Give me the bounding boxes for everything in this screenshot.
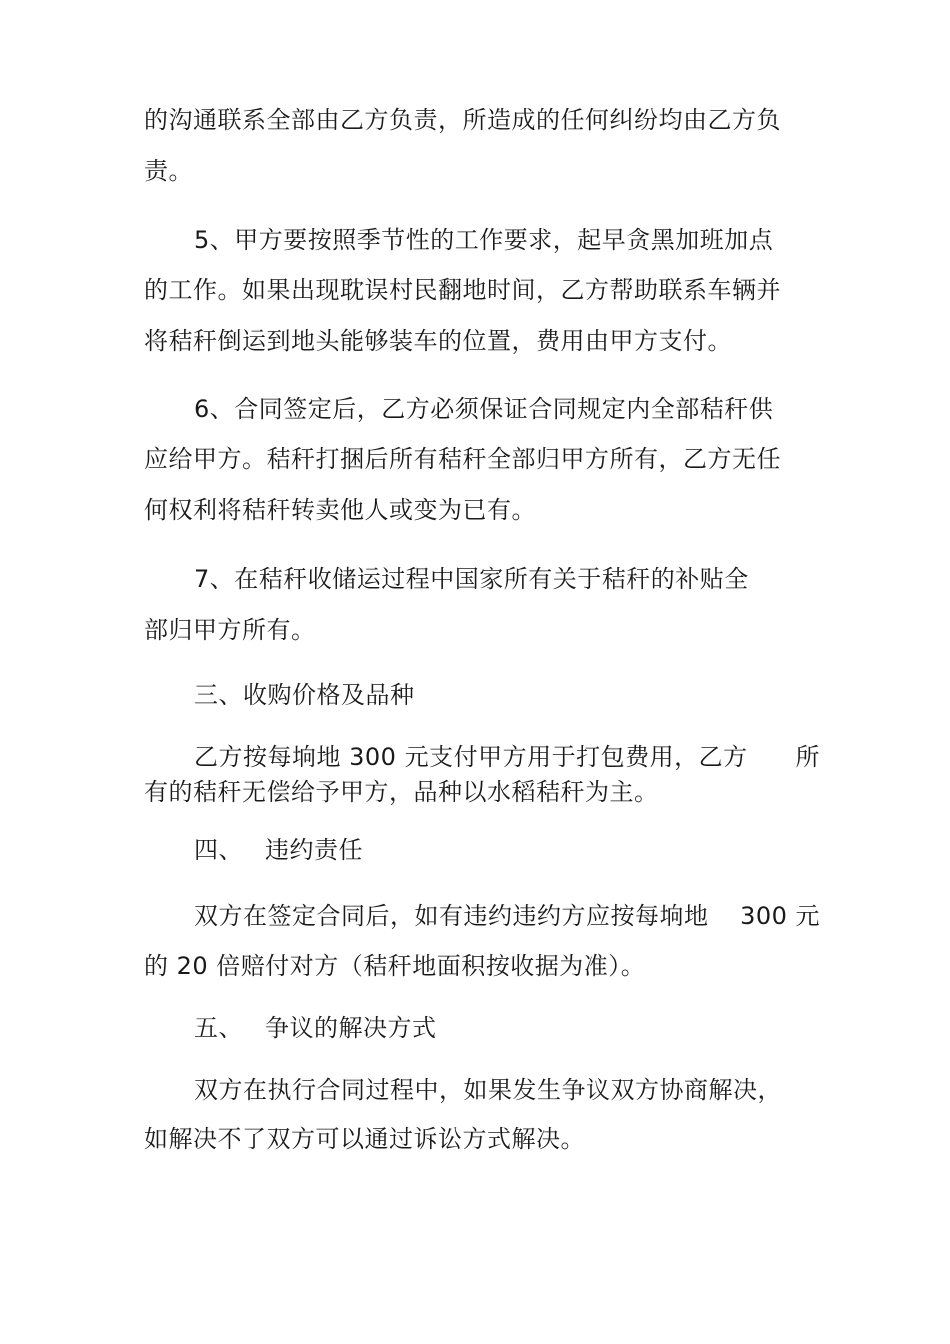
dispute-paragraph-line: 双方在执行合同过程中，如果发生争议双方协商解决， bbox=[194, 1076, 782, 1104]
breach-text-end: 300 元 bbox=[740, 902, 820, 930]
price-paragraph-line bbox=[194, 741, 820, 773]
clause-7-line: 7、在秸秆收储运过程中国家所有关于秸秆的补贴全 bbox=[194, 565, 749, 593]
clause-6-line: 6、合同签定后，乙方必须保证合同规定内全部秸秆供 bbox=[194, 395, 774, 423]
clause-5-line: 的工作。如果出现耽误村民翻地时间，乙方帮助联系车辆并 bbox=[144, 276, 781, 304]
clause-5-line: 将秸秆倒运到地头能够装车的位置，费用由甲方支付。 bbox=[144, 327, 732, 355]
clause-7-line: 部归甲方所有。 bbox=[144, 616, 316, 644]
breach-paragraph-line: 的 20 倍赔付对方（秸秆地面积按收据为准）。 bbox=[144, 952, 646, 980]
section-heading-5 bbox=[194, 1012, 437, 1044]
breach-paragraph-line bbox=[194, 900, 820, 932]
breach-text: 双方在签定合同后，如有违约违约方应按每垧地 bbox=[194, 902, 709, 930]
section-heading-4 bbox=[194, 834, 363, 866]
clause-5-line: 5、甲方要按照季节性的工作要求，起早贪黑加班加点 bbox=[194, 226, 774, 254]
price-paragraph-line: 有的秸秆无偿给予甲方，品种以水稻秸秆为主。 bbox=[144, 778, 659, 806]
section-title: 违约责任 bbox=[265, 836, 363, 864]
paragraph-line: 责。 bbox=[144, 157, 193, 185]
section-title: 争议的解决方式 bbox=[265, 1014, 437, 1042]
price-text: 乙方按每垧地 300 元支付甲方用于打包费用，乙方 bbox=[194, 743, 748, 771]
section-number: 五、 bbox=[194, 1014, 243, 1042]
dispute-paragraph-line: 如解决不了双方可以通过诉讼方式解决。 bbox=[144, 1125, 585, 1153]
clause-6-line: 应给甲方。秸秆打捆后所有秸秆全部归甲方所有，乙方无任 bbox=[144, 445, 781, 473]
clause-6-line: 何权利将秸秆转卖他人或变为已有。 bbox=[144, 496, 536, 524]
paragraph-line: 的沟通联系全部由乙方负责，所造成的任何纠纷均由乙方负 bbox=[144, 106, 781, 134]
section-heading-3: 三、收购价格及品种 bbox=[194, 681, 415, 709]
price-text-end: 所 bbox=[795, 743, 820, 771]
section-number: 四、 bbox=[194, 836, 243, 864]
